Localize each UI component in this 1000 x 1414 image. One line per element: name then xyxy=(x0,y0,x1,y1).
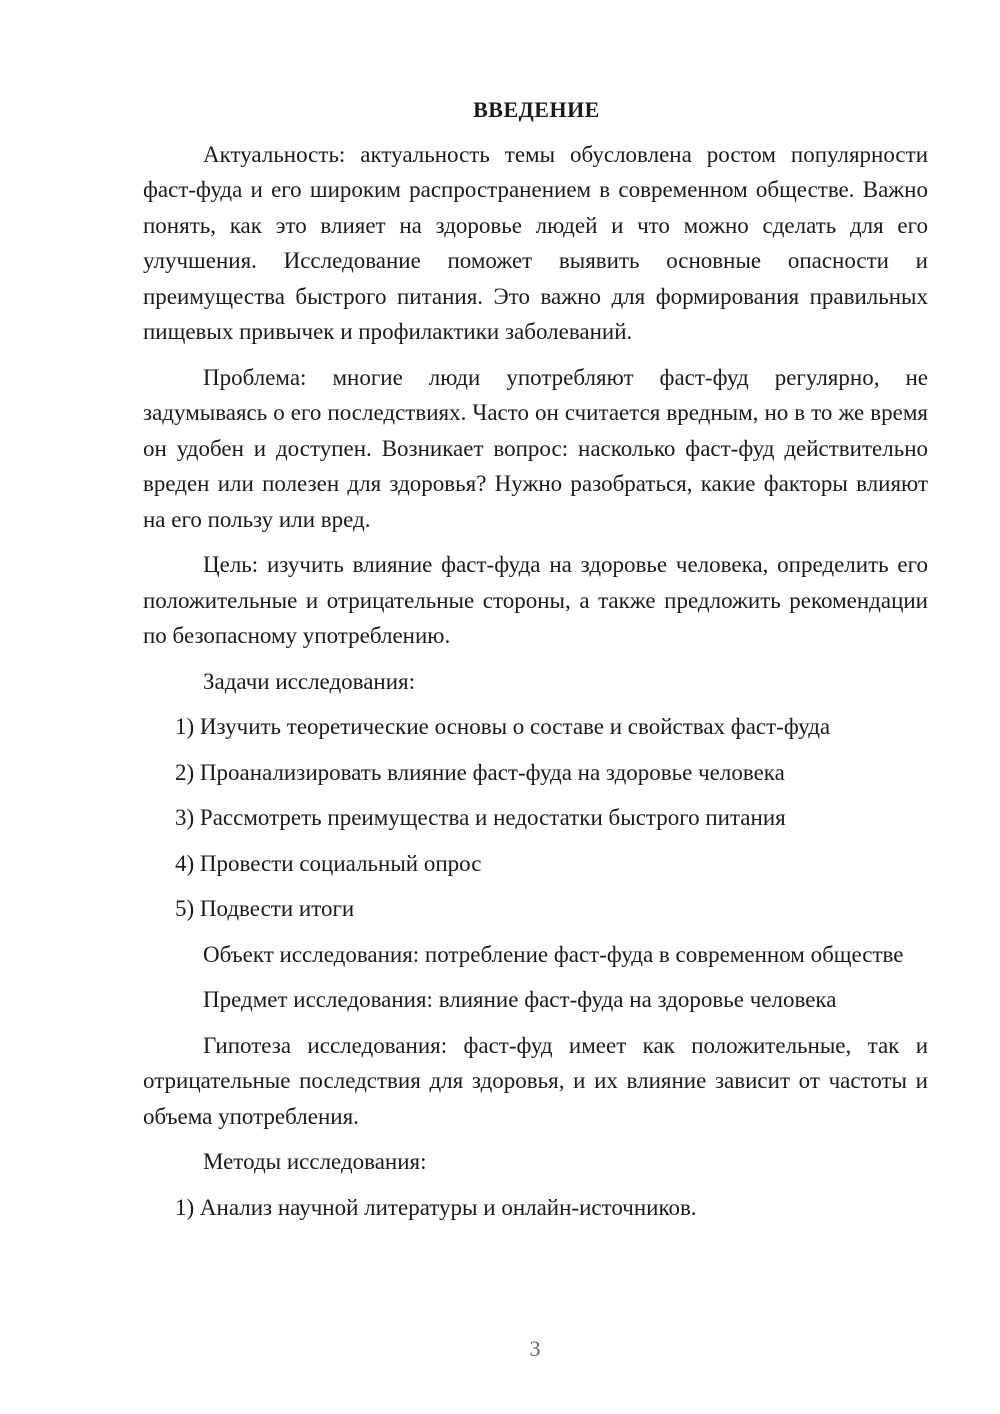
task-item: 4) Провести социальный опрос xyxy=(175,850,482,876)
method-item: 1) Анализ научной литературы и онлайн-источников. xyxy=(175,1194,697,1220)
object-paragraph: Объект исследования: потребление фаст-фуда в современном обществе xyxy=(203,941,904,967)
hypothesis-paragraph: Гипотеза исследования: фаст-фуд имеет как положительные, так и отрицательные последствия для здоровья, и их влияние зависит от частоты и объема употребления. xyxy=(143,1032,928,1129)
tasks-list xyxy=(143,709,928,927)
task-item: 1) Изучить теоретические основы о составе и свойствах фаст-фуда xyxy=(175,714,831,739)
page-content xyxy=(143,92,928,1235)
tasks-heading: Задачи исследования: xyxy=(203,668,416,694)
task-item: 5) Подвести итоги xyxy=(175,896,355,921)
methods-heading: Методы исследования: xyxy=(203,1149,427,1174)
goal-paragraph: Цель: изучить влияние фаст-фуда на здоровье человека, определить его положительные и отрицательные стороны, а также предложить рекомендации по безопасному употреблению. xyxy=(143,552,928,648)
task-item: 3) Рассмотреть преимущества и недостатки быстрого питания xyxy=(175,805,786,830)
problem-paragraph: Проблема: многие люди употребляют фаст-фуд регулярно, не задумываясь о его последствиях. Часто он считается вредным, но в то же время он удобен и доступен. Возникает вопрос: насколько фаст-фуд действительно вреден или полезен для здоровья? Нужно разобраться, какие факторы влияют на его пользу или вред. xyxy=(143,364,928,532)
task-item: 2) Проанализировать влияние фаст-фуда на здоровье человека xyxy=(175,759,785,785)
relevance-paragraph: Актуальность: актуальность темы обусловлена ростом популярности фаст-фуда и его широким распространением в современном обществе. Важно понять, как это влияет на здоровье людей и что можно сделать для его улучшения. Исследование поможет выявить основные опасности и преимущества быстрого питания. Это важно для формирования правильных пищевых привычек и профилактики заболеваний. xyxy=(143,141,928,344)
page-number: 3 xyxy=(529,1336,541,1361)
subject-paragraph: Предмет исследования: влияние фаст-фуда на здоровье человека xyxy=(203,987,837,1012)
methods-list xyxy=(143,1190,928,1226)
page-title: ВВЕДЕНИЕ xyxy=(473,97,600,122)
